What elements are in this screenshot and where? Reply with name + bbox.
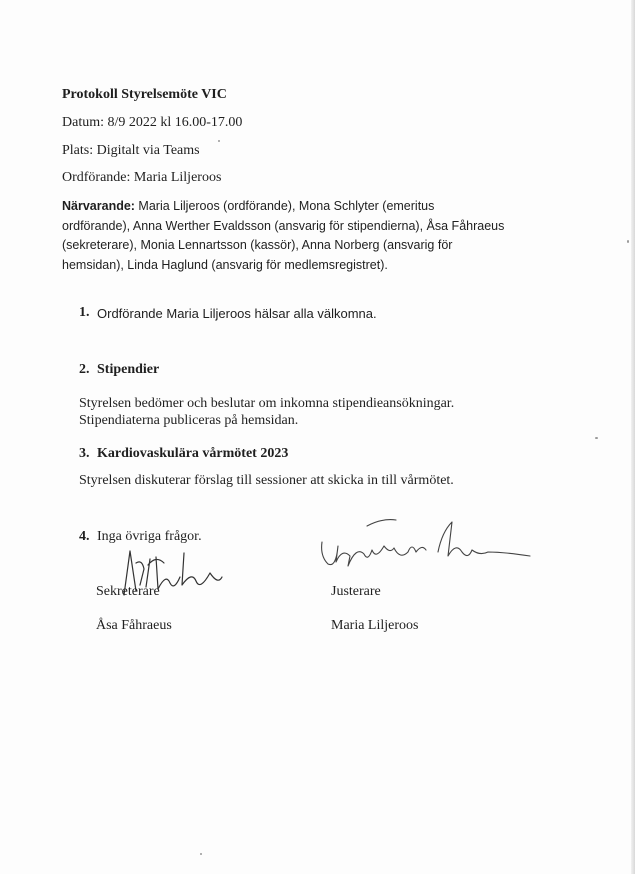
attendees-text-4: hemsidan), Linda Haglund (ansvarig för medlemsregistret). — [62, 257, 388, 272]
place-line: Plats: Digitalt via Teams — [62, 143, 200, 158]
scan-speck — [627, 240, 629, 243]
scan-edge-shadow — [631, 0, 635, 874]
reviewer-role: Justerare — [331, 584, 381, 599]
item-2-number: 2. — [79, 362, 90, 377]
item-1-number: 1. — [79, 305, 90, 320]
attendees-text-3: (sekreterare), Monia Lennartsson (kassör), Anna Norberg (ansvarig för — [62, 238, 453, 252]
item-1-label: Ordförande Maria Liljeroos hälsar alla välkomna. — [97, 306, 377, 321]
attendees-text-1: Maria Liljeroos (ordförande), Mona Schlyter (emeritus — [134, 199, 435, 213]
reviewer-name: Maria Liljeroos — [331, 618, 419, 633]
item-3-label: Kardiovaskulära vårmötet 2023 — [97, 446, 289, 461]
item-3-number: 3. — [79, 446, 90, 461]
item-2-body-line-2: Stipendiaterna publiceras på hemsidan. — [79, 413, 299, 428]
secretary-role: Sekreterare — [96, 584, 160, 599]
item-4-label: Inga övriga frågor. — [97, 529, 202, 544]
chair-line: Ordförande: Maria Liljeroos — [62, 170, 222, 185]
secretary-name: Åsa Fåhraeus — [96, 618, 172, 633]
reviewer-signature — [312, 512, 542, 572]
attendees-label: Närvarande: — [62, 199, 135, 213]
attendees-block — [62, 197, 517, 275]
scan-speck — [200, 853, 202, 855]
item-3-body-line-1: Styrelsen diskuterar förslag till sessioner att skicka in till vårmötet. — [79, 473, 454, 488]
scan-speck — [595, 437, 598, 439]
attendees-line-1 — [62, 197, 517, 217]
item-2-body-line-1: Styrelsen bedömer och beslutar om inkomna stipendieansökningar. — [79, 396, 455, 411]
attendees-text-2: ordförande), Anna Werther Evaldsson (ansvarig för stipendierna), Åsa Fåhraeus — [62, 218, 505, 233]
item-4-number: 4. — [79, 529, 90, 544]
item-2-label: Stipendier — [97, 362, 160, 377]
date-line: Datum: 8/9 2022 kl 16.00-17.00 — [62, 115, 243, 130]
scan-speck — [218, 140, 220, 142]
document-title: Protokoll Styrelsemöte VIC — [62, 87, 227, 102]
